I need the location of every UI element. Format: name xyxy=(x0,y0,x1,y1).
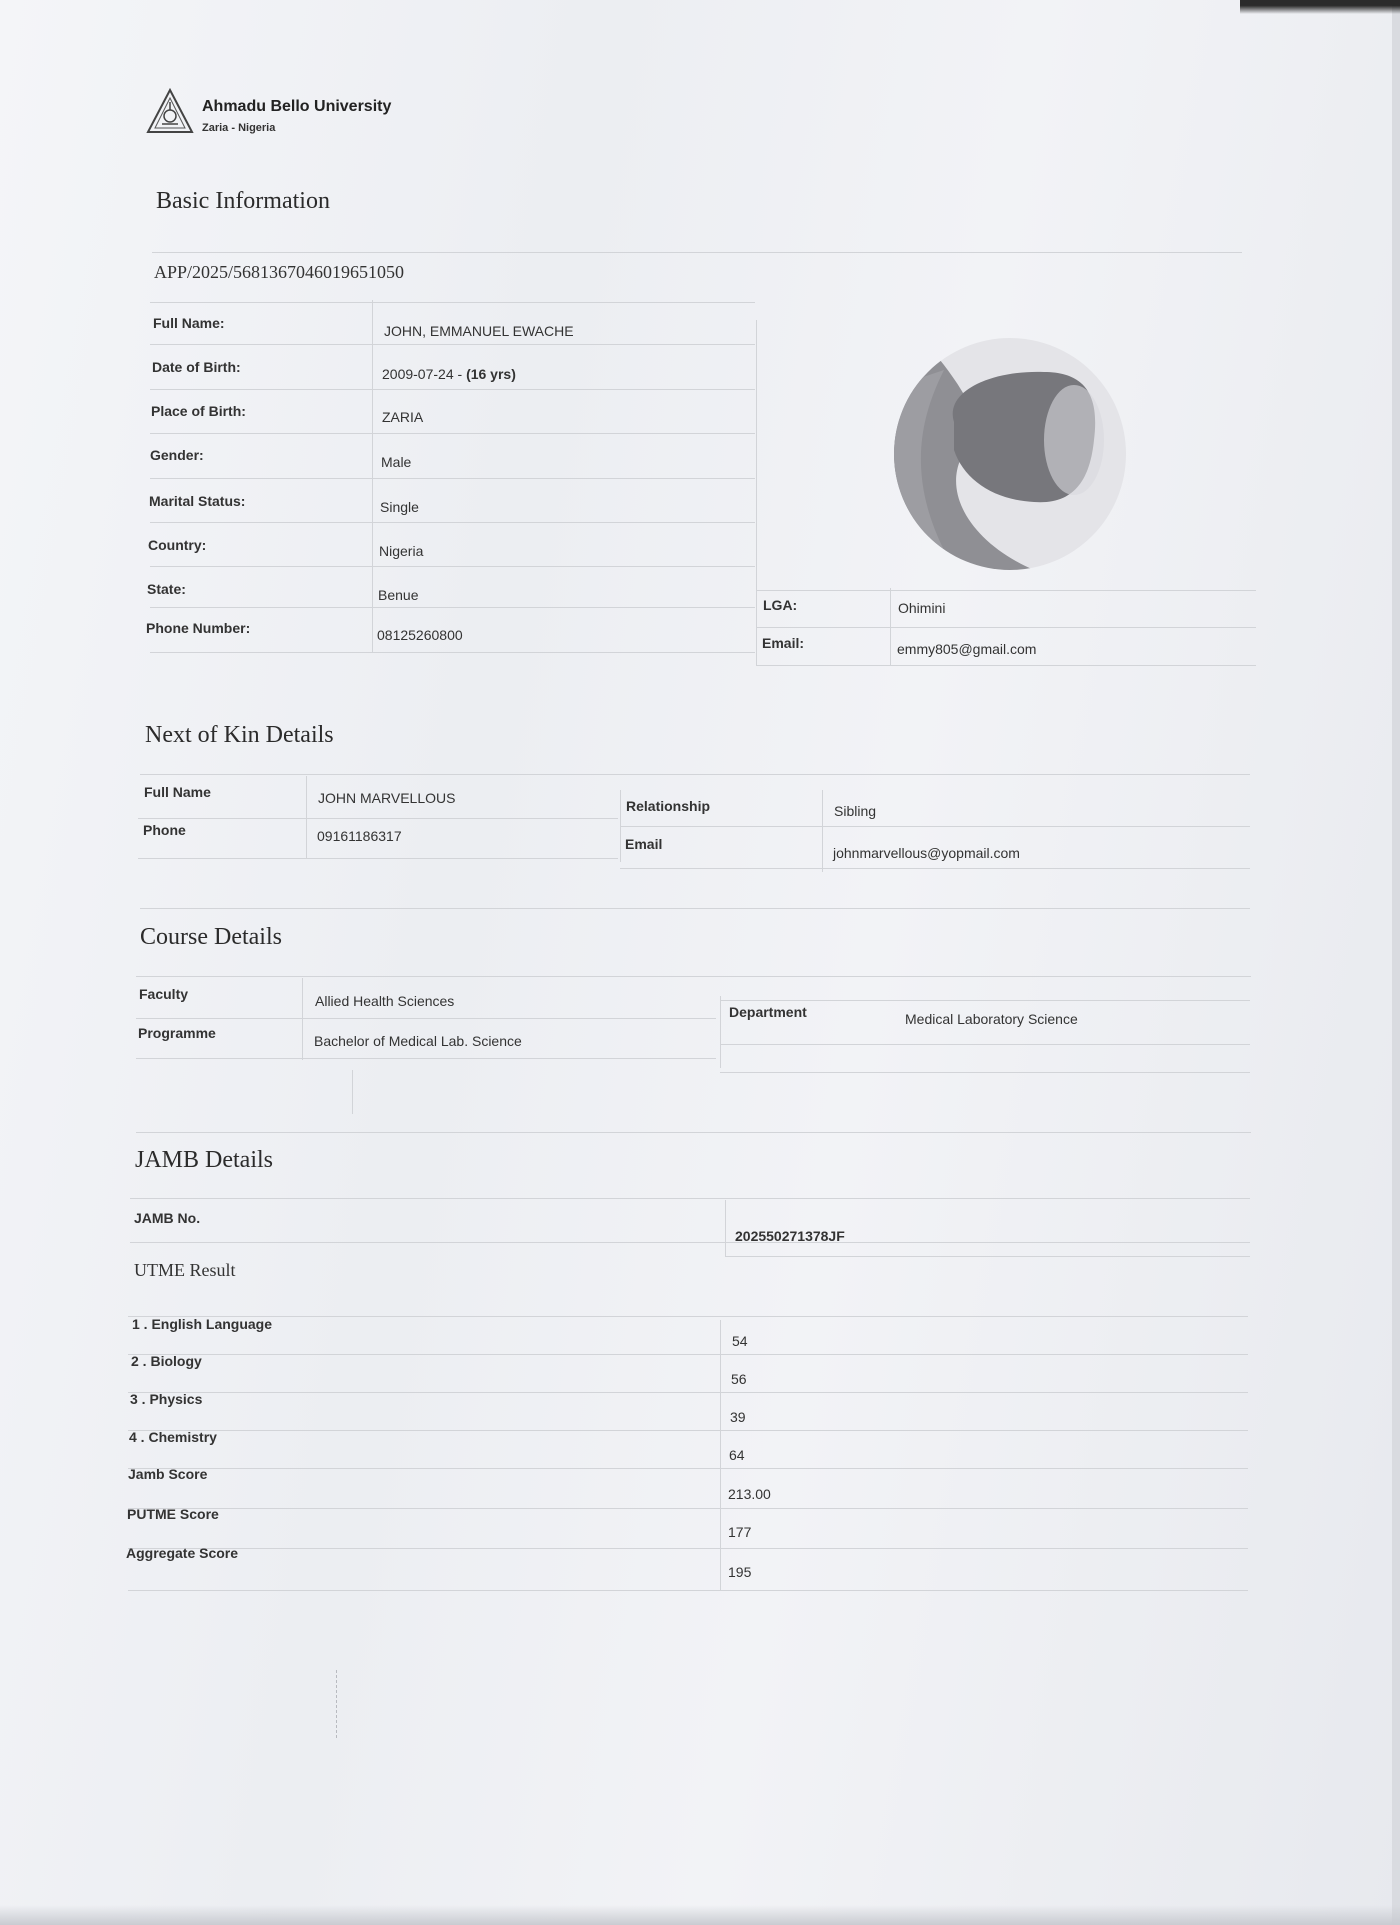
page-edge-right xyxy=(1392,0,1400,1925)
jamb-no-label: JAMB No. xyxy=(134,1210,201,1226)
column-divider xyxy=(352,1070,353,1114)
aggregate-score-label: Aggregate Score xyxy=(126,1545,239,1561)
subject-label: 2 . Biology xyxy=(131,1353,202,1369)
place-of-birth-value: ZARIA xyxy=(382,409,424,425)
university-crest-icon xyxy=(146,88,194,134)
putme-score-label: PUTME Score xyxy=(127,1506,219,1522)
email-value: emmy805@gmail.com xyxy=(897,641,1037,657)
page-edge-bottom xyxy=(0,1905,1400,1925)
divider xyxy=(136,1132,1251,1133)
putme-score-value: 177 xyxy=(728,1524,752,1540)
row-divider xyxy=(128,1430,1248,1431)
programme-value: Bachelor of Medical Lab. Science xyxy=(314,1033,522,1049)
row-divider xyxy=(150,389,755,390)
nok-full-name-value: JOHN MARVELLOUS xyxy=(318,790,456,806)
row-divider xyxy=(150,607,755,608)
lga-value: Ohimini xyxy=(898,600,946,616)
divider xyxy=(130,1198,1250,1199)
scan-mark xyxy=(336,1670,337,1738)
column-divider xyxy=(372,300,373,652)
row-divider xyxy=(128,1392,1248,1393)
gender-value: Male xyxy=(381,454,412,470)
phone-number-label: Phone Number: xyxy=(146,620,251,636)
column-divider xyxy=(306,776,307,858)
application-number: APP/2025/5681367046019651050 xyxy=(154,262,405,282)
row-divider xyxy=(756,627,1256,628)
row-divider xyxy=(720,1000,1250,1001)
row-divider xyxy=(756,590,1256,591)
section-title-course: Course Details xyxy=(140,924,282,950)
row-divider xyxy=(720,1072,1250,1073)
nok-relationship-value: Sibling xyxy=(834,803,877,819)
column-divider xyxy=(822,790,823,872)
column-divider xyxy=(756,320,757,665)
row-divider xyxy=(128,1508,1248,1509)
row-divider xyxy=(150,652,755,653)
nok-email-value: johnmarvellous@yopmail.com xyxy=(833,845,1020,861)
section-title-basic: Basic Information xyxy=(156,188,330,214)
aggregate-score-value: 195 xyxy=(728,1564,752,1580)
row-divider xyxy=(136,1058,716,1059)
department-value: Medical Laboratory Science xyxy=(905,1011,1078,1027)
subject-score: 39 xyxy=(730,1409,746,1425)
section-title-jamb: JAMB Details xyxy=(135,1147,273,1173)
subject-label: 3 . Physics xyxy=(130,1391,203,1407)
divider xyxy=(152,252,1242,253)
dob-value: 2009-07-24 - (16 yrs) xyxy=(382,366,516,382)
row-divider xyxy=(620,826,1250,827)
state-label: State: xyxy=(147,581,186,597)
row-divider xyxy=(128,1316,1248,1317)
divider xyxy=(140,908,1250,909)
row-divider xyxy=(138,858,618,859)
row-divider xyxy=(130,1242,1250,1243)
marital-status-value: Single xyxy=(380,499,419,515)
subject-label: 1 . English Language xyxy=(132,1316,273,1332)
faculty-label: Faculty xyxy=(139,986,189,1002)
row-divider xyxy=(128,1354,1248,1355)
gender-label: Gender: xyxy=(150,447,204,463)
nok-phone-label: Phone xyxy=(143,822,186,838)
row-divider xyxy=(150,478,755,479)
programme-label: Programme xyxy=(138,1025,216,1041)
age-value: (16 yrs) xyxy=(466,366,516,382)
nok-phone-value: 09161186317 xyxy=(317,828,402,844)
full-name-value: JOHN, EMMANUEL EWACHE xyxy=(384,323,574,339)
divider xyxy=(140,774,1250,775)
dob-label: Date of Birth: xyxy=(152,359,241,375)
phone-number-value: 08125260800 xyxy=(377,627,463,643)
department-label: Department xyxy=(729,1004,807,1020)
row-divider xyxy=(138,818,618,819)
page-edge-top xyxy=(1240,0,1400,14)
row-divider xyxy=(128,1548,1248,1549)
row-divider xyxy=(128,1468,1248,1469)
subject-label: 4 . Chemistry xyxy=(129,1429,217,1445)
subject-score: 54 xyxy=(732,1333,748,1349)
university-location: Zaria - Nigeria xyxy=(202,122,276,134)
row-divider xyxy=(150,302,755,303)
university-name: Ahmadu Bello University xyxy=(202,98,392,115)
state-value: Benue xyxy=(378,587,419,603)
row-divider xyxy=(620,868,1250,869)
section-title-next-of-kin: Next of Kin Details xyxy=(145,722,334,748)
row-divider xyxy=(756,665,1256,666)
nok-relationship-label: Relationship xyxy=(626,798,711,814)
row-divider xyxy=(150,566,755,567)
column-divider xyxy=(302,978,303,1060)
jamb-score-value: 213.00 xyxy=(728,1486,771,1502)
column-divider xyxy=(720,1320,721,1590)
row-divider xyxy=(128,1590,1248,1591)
jamb-no-value: 202550271378JF xyxy=(735,1228,845,1244)
row-divider xyxy=(136,1018,716,1019)
row-divider xyxy=(150,522,755,523)
subject-score: 64 xyxy=(729,1447,745,1463)
column-divider xyxy=(725,1200,726,1256)
lga-label: LGA: xyxy=(763,597,798,613)
row-divider xyxy=(720,1044,1250,1045)
marital-status-label: Marital Status: xyxy=(149,493,246,509)
utme-result-title: UTME Result xyxy=(134,1260,236,1280)
passport-photo xyxy=(884,330,1132,578)
row-divider xyxy=(150,344,755,345)
jamb-score-label: Jamb Score xyxy=(128,1466,208,1482)
country-value: Nigeria xyxy=(379,543,424,559)
nok-email-label: Email xyxy=(625,836,663,852)
row-divider xyxy=(150,433,755,434)
row-divider xyxy=(725,1256,1250,1257)
nok-full-name-label: Full Name xyxy=(144,784,211,800)
country-label: Country: xyxy=(148,537,207,553)
full-name-label: Full Name: xyxy=(153,315,225,331)
subject-score: 56 xyxy=(731,1371,747,1387)
faculty-value: Allied Health Sciences xyxy=(315,993,455,1009)
divider xyxy=(136,976,1251,977)
email-label: Email: xyxy=(762,635,805,651)
place-of-birth-label: Place of Birth: xyxy=(151,403,246,419)
column-divider xyxy=(720,996,721,1068)
